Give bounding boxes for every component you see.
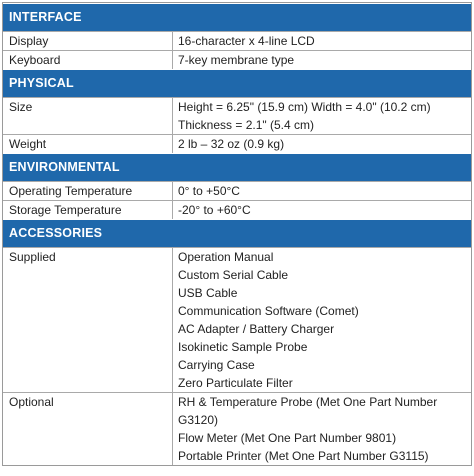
spec-value [173, 135, 471, 153]
spec-value [173, 248, 471, 392]
spec-value-line: G3120) [178, 413, 219, 427]
spec-row [3, 181, 471, 200]
spec-value-line: Isokinetic Sample Probe [178, 340, 308, 354]
spec-value-line: Communication Software (Comet) [178, 304, 359, 318]
spec-value-line: USB Cable [178, 286, 238, 300]
section-header: ENVIRONMENTAL [3, 153, 471, 181]
spec-value-line: Portable Printer (Met One Part Number G3115) [178, 449, 429, 463]
spec-label: Storage Temperature [3, 201, 173, 219]
spec-row [3, 31, 471, 50]
spec-value-line: -20° to +60°C [178, 203, 251, 217]
spec-section [3, 69, 471, 153]
spec-value-line: 16-character x 4-line LCD [178, 34, 315, 48]
spec-label: Size [3, 98, 173, 134]
spec-value-line: Zero Particulate Filter [178, 376, 293, 390]
spec-value-line: Height = 6.25" (15.9 cm) Width = 4.0" (10.2 cm) [178, 100, 431, 114]
spec-value-line: 2 lb – 32 oz (0.9 kg) [178, 137, 285, 151]
spec-section [3, 153, 471, 219]
spec-label: Weight [3, 135, 173, 153]
spec-value [173, 182, 471, 200]
spec-value-line: Custom Serial Cable [178, 268, 289, 282]
spec-value-line: 0° to +50°C [178, 184, 240, 198]
spec-value [173, 201, 471, 219]
section-header: PHYSICAL [3, 69, 471, 97]
spec-value-line: Operation Manual [178, 250, 274, 264]
section-header: INTERFACE [3, 3, 471, 31]
spec-table [2, 2, 472, 466]
spec-value-line: Carrying Case [178, 358, 255, 372]
spec-label: Supplied [3, 248, 173, 392]
spec-value-line: RH & Temperature Probe (Met One Part Number [178, 395, 438, 409]
spec-value [173, 51, 471, 69]
spec-label: Optional [3, 393, 173, 465]
spec-value-line: Flow Meter (Met One Part Number 9801) [178, 431, 397, 445]
spec-value [173, 32, 471, 50]
spec-row [3, 50, 471, 69]
spec-row [3, 134, 471, 153]
spec-label: Display [3, 32, 173, 50]
spec-section [3, 219, 471, 465]
spec-row [3, 97, 471, 134]
spec-section [3, 3, 471, 69]
section-header: ACCESSORIES [3, 219, 471, 247]
spec-value [173, 98, 471, 134]
spec-label: Operating Temperature [3, 182, 173, 200]
spec-row [3, 392, 471, 465]
spec-value-line: AC Adapter / Battery Charger [178, 322, 335, 336]
spec-value [173, 393, 471, 465]
spec-value-line: Thickness = 2.1" (5.4 cm) [178, 118, 314, 132]
spec-value-line: 7-key membrane type [178, 53, 295, 67]
spec-label: Keyboard [3, 51, 173, 69]
spec-row [3, 200, 471, 219]
spec-row [3, 247, 471, 392]
